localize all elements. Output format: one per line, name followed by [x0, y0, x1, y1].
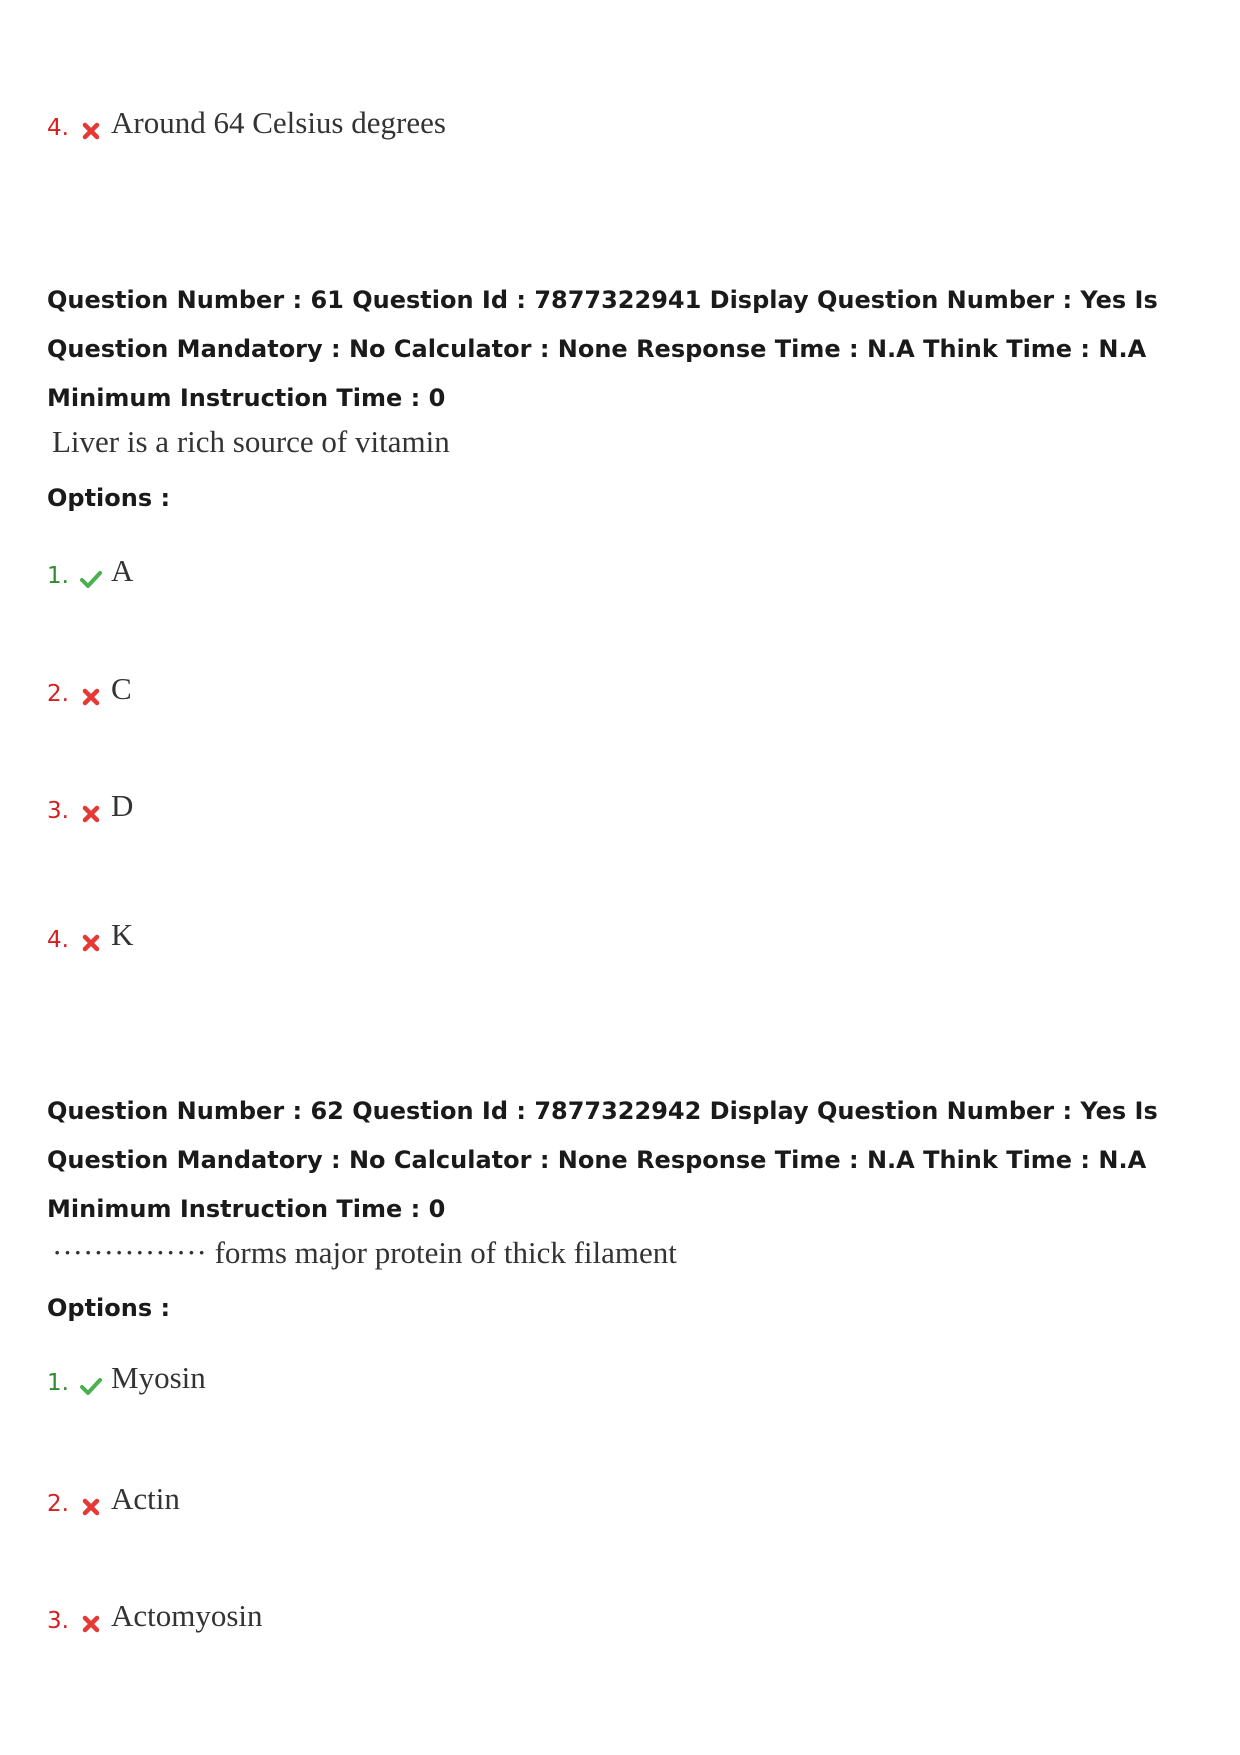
option-text: K: [111, 917, 134, 952]
question-62-text: ··············· forms major protein of thick filament: [52, 1235, 677, 1270]
question-62-options-label: Options :: [47, 1294, 171, 1322]
option-text: D: [111, 788, 134, 823]
question-61-text: Liver is a rich source of vitamin: [52, 424, 450, 459]
question-61-options-label: Options :: [47, 484, 171, 512]
q60-option-4: [47, 104, 446, 152]
q61-option-1: [47, 552, 133, 600]
cross-icon: [79, 685, 103, 709]
option-text: A: [111, 553, 134, 588]
option-number: 2.: [47, 1491, 69, 1517]
cross-icon: [79, 802, 103, 826]
question-61-meta: Question Number : 61 Question Id : 7877322941 Display Question Number : Yes Is Question Mandatory : No Calculator : None Response Time : N.A Think Time : N.A Minimum Instruction Time : 0: [47, 286, 1158, 412]
question-62-meta: Question Number : 62 Question Id : 7877322942 Display Question Number : Yes Is Question Mandatory : No Calculator : None Response Time : N.A Think Time : N.A Minimum Instruction Time : 0: [47, 1097, 1158, 1223]
option-text: Actomyosin: [111, 1598, 263, 1633]
option-number: 3.: [47, 1608, 69, 1634]
cross-icon: [79, 1495, 103, 1519]
option-number: 4.: [47, 927, 69, 953]
q62-option-1: [47, 1359, 206, 1407]
option-text: Actin: [111, 1481, 180, 1516]
option-number: 2.: [47, 681, 69, 707]
q62-option-2: [47, 1480, 180, 1528]
option-number: 3.: [47, 798, 69, 824]
cross-icon: [79, 119, 103, 143]
option-text: Myosin: [111, 1360, 206, 1395]
option-text: Around 64 Celsius degrees: [111, 105, 446, 140]
option-text: C: [111, 671, 132, 706]
q61-option-4: [47, 916, 133, 964]
cross-icon: [79, 931, 103, 955]
cross-icon: [79, 1612, 103, 1636]
option-number: 4.: [47, 115, 69, 141]
q61-option-3: [47, 787, 133, 835]
q62-option-3: [47, 1597, 263, 1645]
check-icon: [79, 567, 103, 591]
option-number: 1.: [47, 1370, 69, 1396]
q61-option-2: [47, 670, 132, 718]
check-icon: [79, 1374, 103, 1398]
option-number: 1.: [47, 563, 69, 589]
